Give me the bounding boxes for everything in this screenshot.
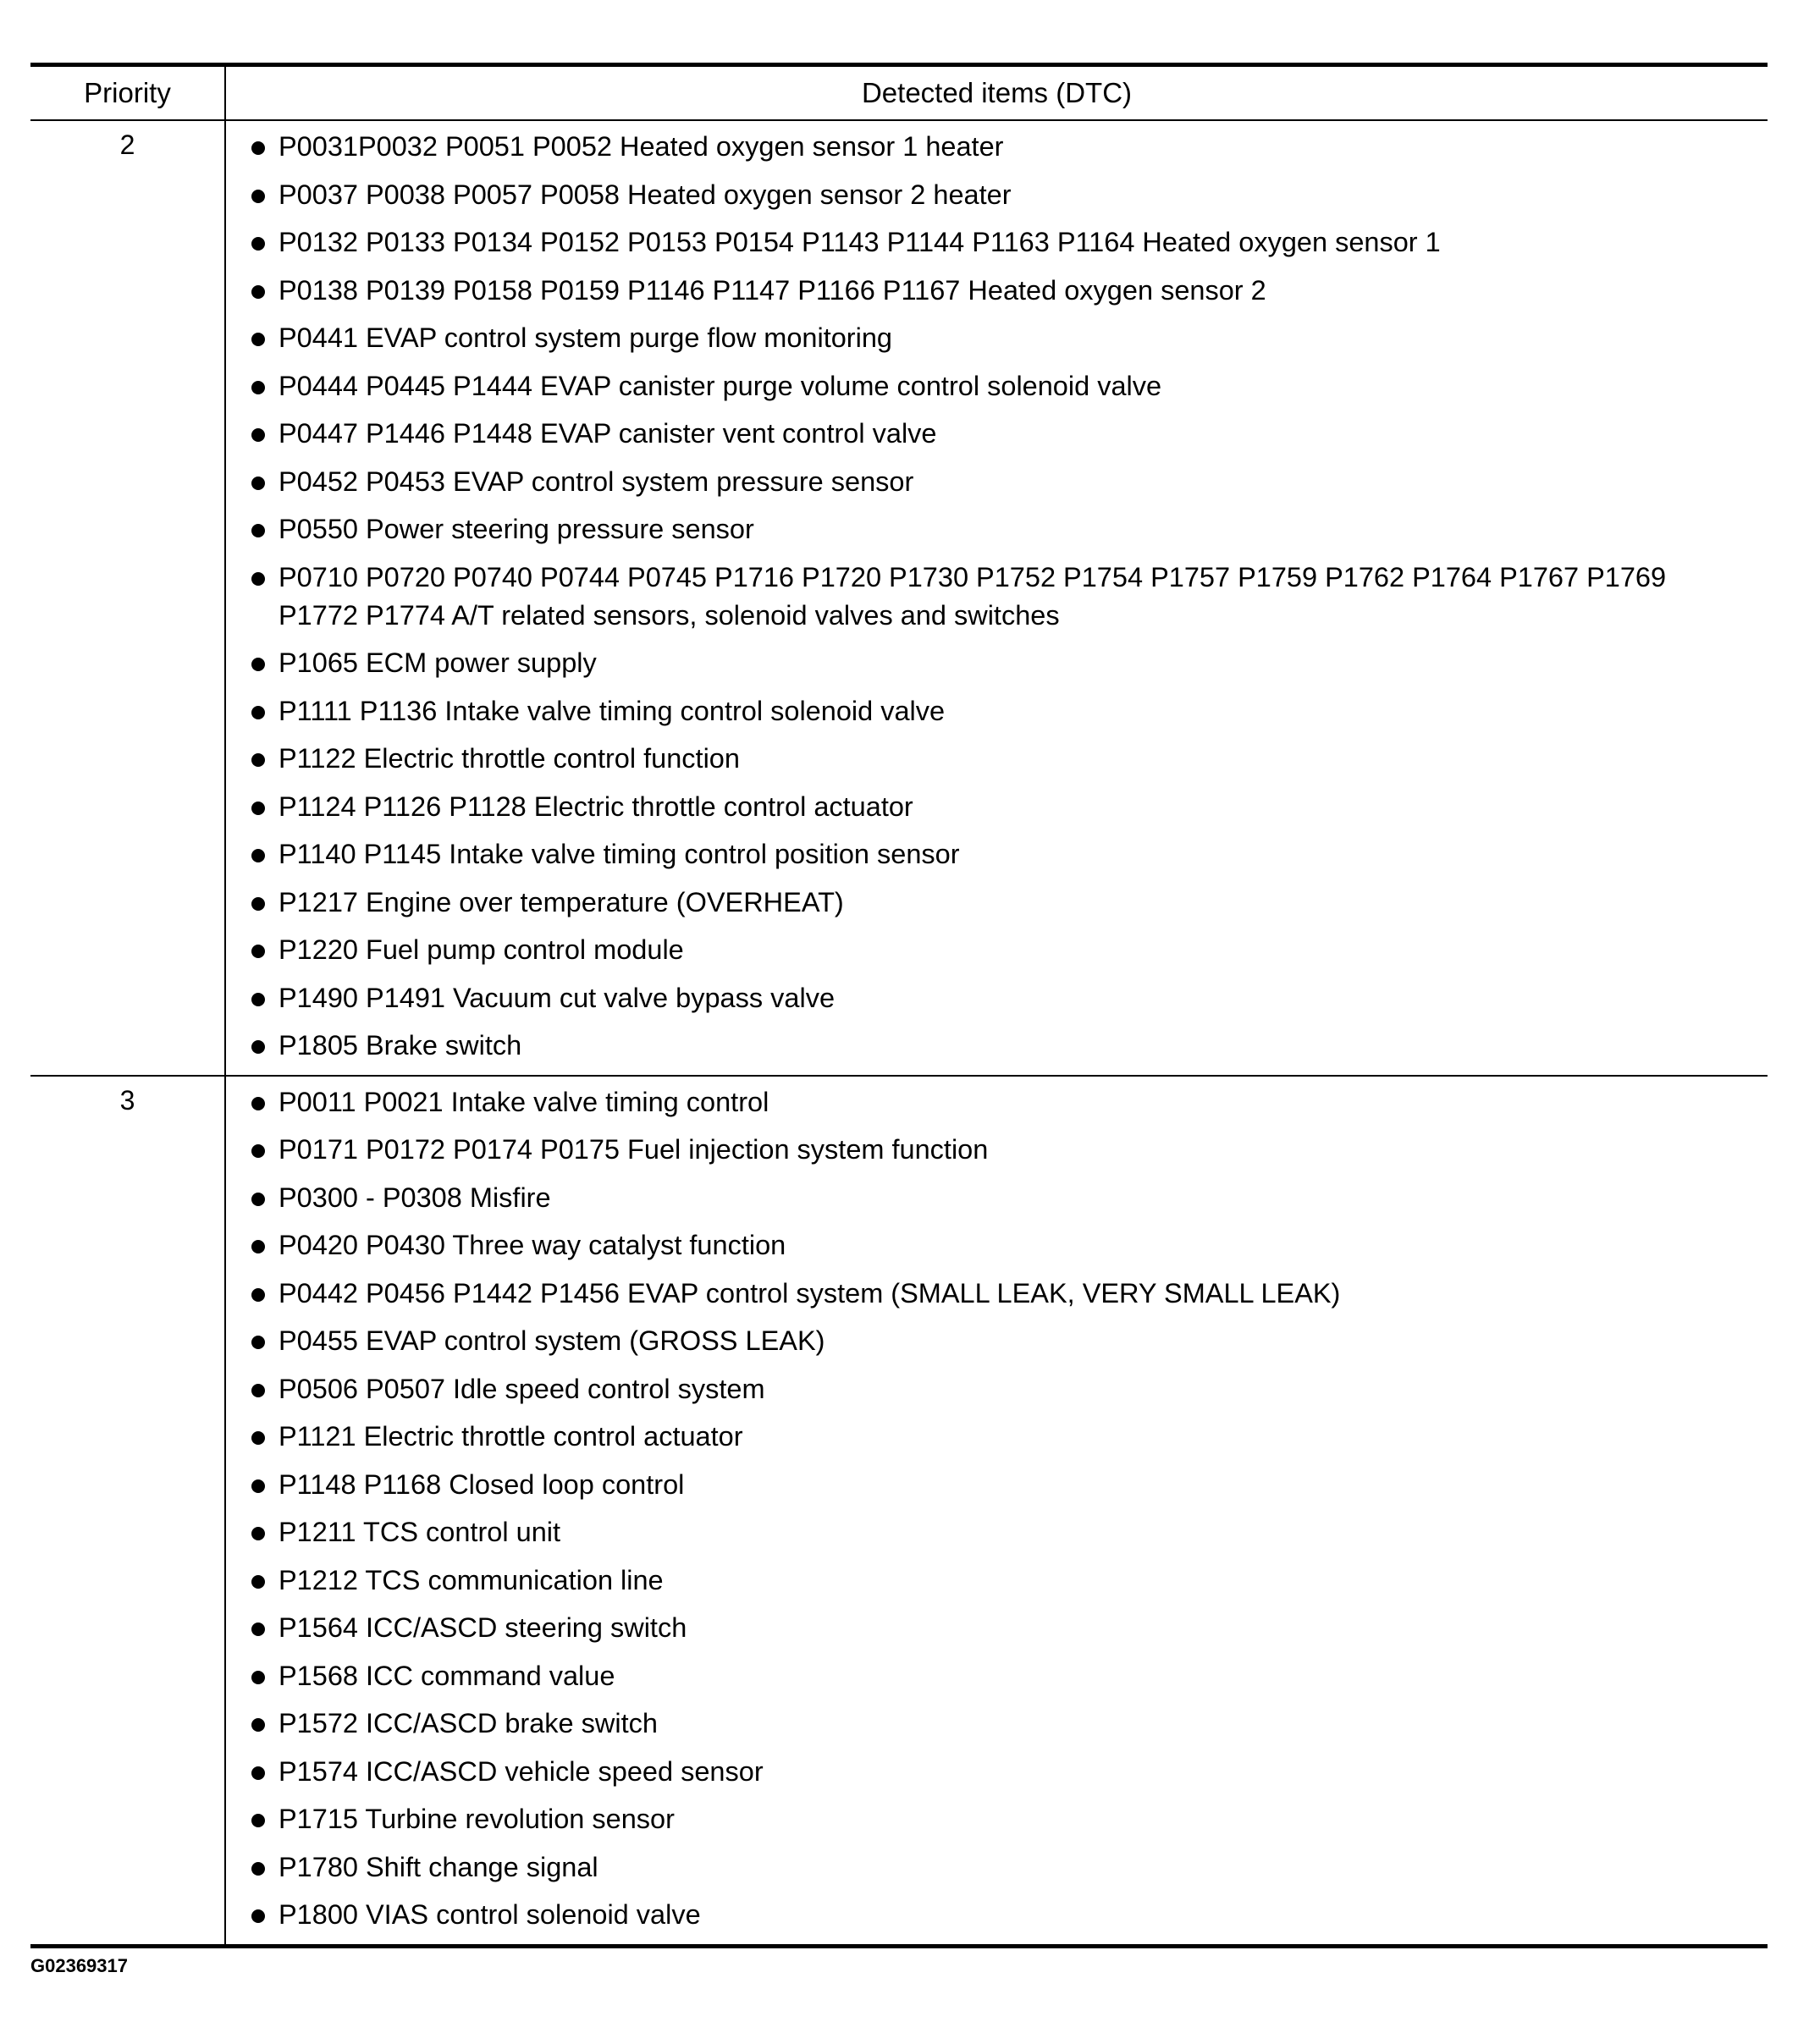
dtc-list-item: P1121 Electric throttle control actuator (250, 1418, 1751, 1456)
dtc-list-item: P1780 Shift change signal (250, 1848, 1751, 1887)
dtc-list-item: P0506 P0507 Idle speed control system (250, 1370, 1751, 1408)
dtc-list-item: P0447 P1446 P1448 EVAP canister vent control valve (250, 415, 1751, 453)
dtc-list-item: P1217 Engine over temperature (OVERHEAT) (250, 884, 1751, 922)
priority-value: 3 (30, 1076, 225, 1947)
priority-value: 2 (119, 129, 135, 160)
dtc-list-item: P0452 P0453 EVAP control system pressure sensor (250, 463, 1751, 501)
dtc-list-item: P0710 P0720 P0740 P0744 P0745 P1716 P1720 P1730 P1752 P1754 P1757 P1759 P1762 P1764 P1767 P1769 P1772 P1774 A/T related sensors, solenoid valves and switches (250, 559, 1751, 635)
dtc-list-item: P0037 P0038 P0057 P0058 Heated oxygen sensor 2 heater (250, 176, 1751, 214)
priority-column-header: Priority (30, 65, 225, 121)
dtc-list-item: P0550 Power steering pressure sensor (250, 510, 1751, 548)
dtc-list-item: P1568 ICC command value (250, 1657, 1751, 1695)
dtc-list-item: P1065 ECM power supply (250, 644, 1751, 682)
dtc-list-item: P1148 P1168 Closed loop control (250, 1466, 1751, 1504)
dtc-list-item: P0444 P0445 P1444 EVAP canister purge volume control solenoid valve (250, 367, 1751, 405)
priority-group-row (30, 1076, 1768, 1947)
priority-group-row (30, 120, 1768, 1076)
dtc-list-item: P0300 - P0308 Misfire (250, 1179, 1751, 1217)
dtc-list-item: P1220 Fuel pump control module (250, 931, 1751, 969)
detected-items-cell (225, 1076, 1768, 1947)
dtc-list-item: P0441 EVAP control system purge flow monitoring (250, 319, 1751, 357)
dtc-list-item: P1140 P1145 Intake valve timing control position sensor (250, 835, 1751, 873)
detected-items-cell (225, 120, 1768, 1076)
dtc-list-item: P1124 P1126 P1128 Electric throttle control actuator (250, 788, 1751, 826)
dtc-priority-table (30, 63, 1768, 1948)
dtc-list-item: P1211 TCS control unit (250, 1513, 1751, 1551)
dtc-list-item: P0011 P0021 Intake valve timing control (250, 1083, 1751, 1121)
dtc-list (250, 1083, 1751, 1935)
dtc-list-item: P0455 EVAP control system (GROSS LEAK) (250, 1322, 1751, 1360)
dtc-list (250, 128, 1751, 1065)
dtc-list-item: P0138 P0139 P0158 P0159 P1146 P1147 P1166 P1167 Heated oxygen sensor 2 (250, 272, 1751, 310)
dtc-list-item: P1212 TCS communication line (250, 1562, 1751, 1600)
figure-id: G02369317 (30, 1955, 128, 1976)
dtc-list-item: P0420 P0430 Three way catalyst function (250, 1226, 1751, 1264)
dtc-list-item: P0442 P0456 P1442 P1456 EVAP control system (SMALL LEAK, VERY SMALL LEAK) (250, 1275, 1751, 1313)
dtc-list-item: P0132 P0133 P0134 P0152 P0153 P0154 P1143 P1144 P1163 P1164 Heated oxygen sensor 1 (250, 223, 1751, 262)
table-header-row (30, 65, 1768, 121)
dtc-list-item: P0031P0032 P0051 P0052 Heated oxygen sensor 1 heater (250, 128, 1751, 166)
dtc-list-item: P1800 VIAS control solenoid valve (250, 1896, 1751, 1934)
dtc-list-item: P1122 Electric throttle control function (250, 740, 1751, 778)
dtc-list-item: P1564 ICC/ASCD steering switch (250, 1609, 1751, 1647)
dtc-list-item: P1572 ICC/ASCD brake switch (250, 1705, 1751, 1743)
detected-items-column-header: Detected items (DTC) (225, 65, 1768, 121)
dtc-list-item: P1574 ICC/ASCD vehicle speed sensor (250, 1753, 1751, 1791)
dtc-list-item: P1715 Turbine revolution sensor (250, 1800, 1751, 1838)
dtc-list-item: P1490 P1491 Vacuum cut valve bypass valve (250, 979, 1751, 1017)
dtc-list-item: P1111 P1136 Intake valve timing control solenoid valve (250, 692, 1751, 730)
dtc-list-item: P1805 Brake switch (250, 1027, 1751, 1065)
dtc-list-item: P0171 P0172 P0174 P0175 Fuel injection system function (250, 1131, 1751, 1169)
